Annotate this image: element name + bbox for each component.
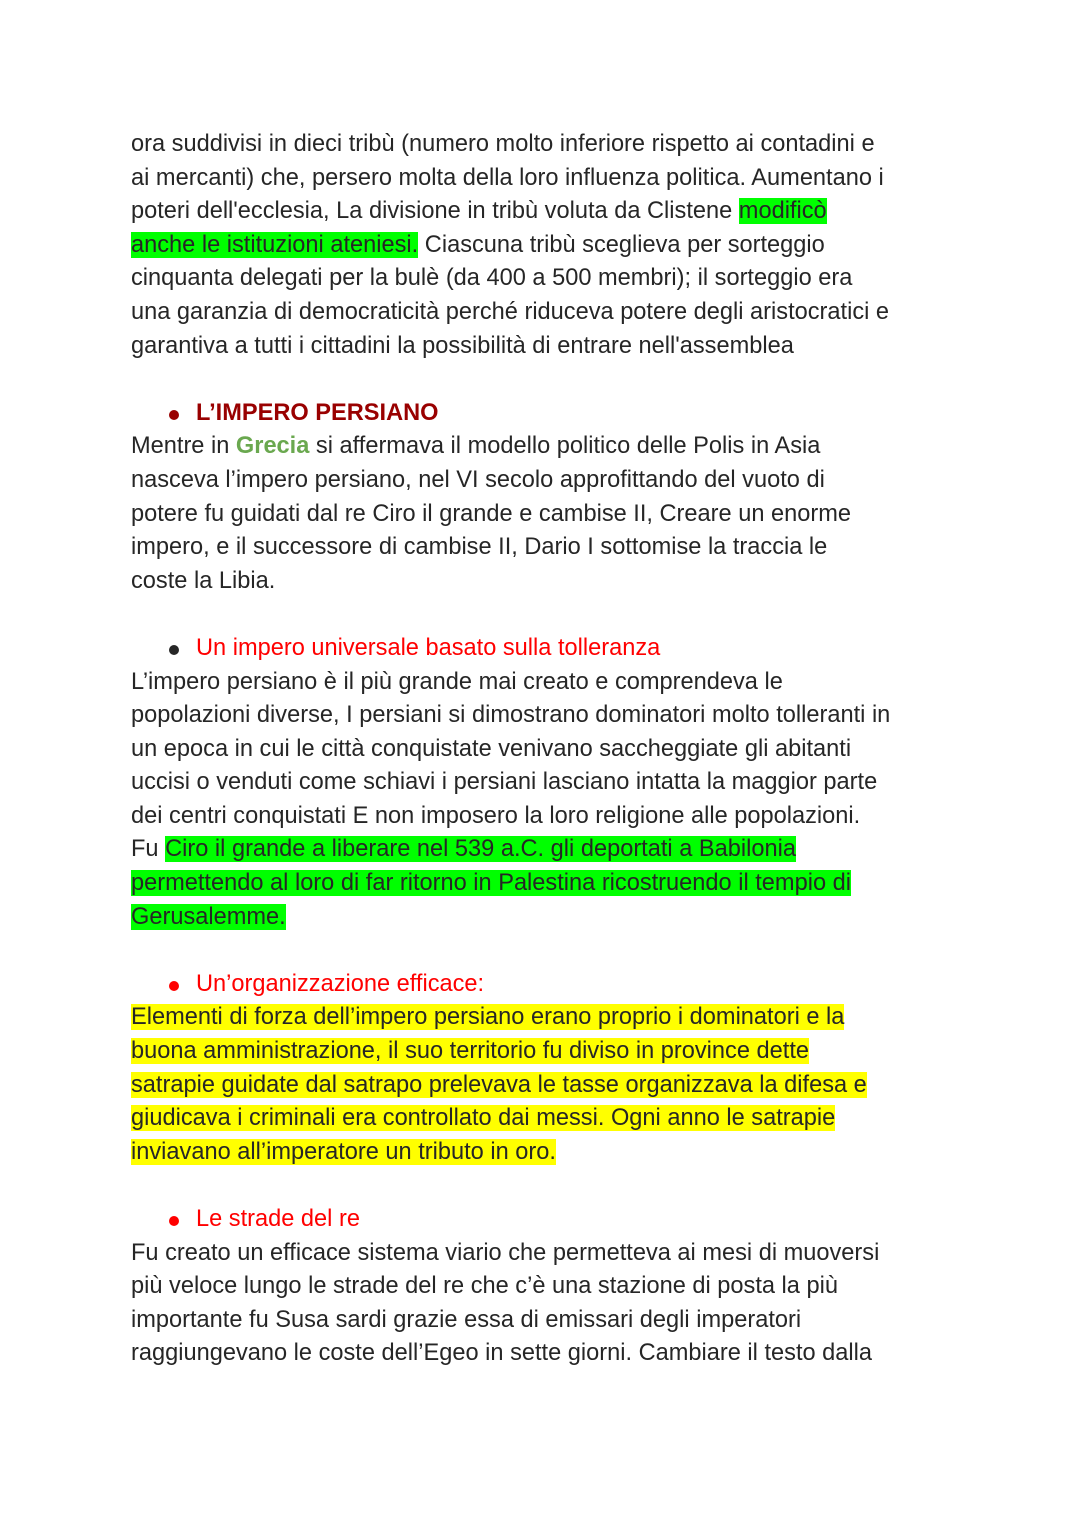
yellow-highlight: buona amministrazione, il suo territorio fu diviso in province dette	[131, 1038, 809, 1065]
text-line	[131, 901, 971, 935]
yellow-highlight: inviavano all’imperatore un tributo in oro.	[131, 1138, 556, 1165]
section-heading	[131, 397, 971, 431]
section-strade	[131, 1203, 971, 1371]
section-heading	[131, 1203, 971, 1237]
green-highlight: Ciro il grande a liberare nel 539 a.C. gli deportati a Babilonia	[165, 836, 796, 863]
yellow-highlight: Elementi di forza dell’impero persiano erano proprio i dominatori e la	[131, 1004, 845, 1031]
text-line	[131, 229, 971, 263]
text-line	[131, 867, 971, 901]
text-line	[131, 1069, 971, 1103]
text-span: si affermava il modello politico delle Polis in Asia	[309, 433, 821, 460]
yellow-highlight: giudicava i criminali era controllato dai messi. Ogni anno le satrapie	[131, 1105, 836, 1132]
text-line: ora suddivisi in dieci tribù (numero molto inferiore rispetto ai contadini e	[131, 131, 875, 157]
bullet-icon	[169, 410, 179, 420]
bullet-icon	[169, 981, 179, 991]
text-line: più veloce lungo le strade del re che c’è una stazione di posta la più	[131, 1273, 838, 1300]
bullet-icon	[169, 645, 179, 655]
heading-text: Le strade del re	[196, 1206, 360, 1232]
text-line: importante fu Susa sardi grazie essa di emissari degli imperatori	[131, 1306, 802, 1333]
green-highlight: permettendo al loro di far ritorno in Palestina ricostruendo il tempio di	[131, 870, 851, 897]
text-line: L’impero persiano è il più grande mai creato e comprendeva le	[131, 668, 783, 695]
text-line: dei centri conquistati E non imposero la loro religione alle popolazioni.	[131, 802, 861, 829]
text-line	[131, 430, 971, 464]
text-line	[131, 1035, 971, 1069]
text-span: Fu	[131, 836, 166, 863]
text-line: coste la Libia.	[131, 567, 276, 594]
green-highlight: anche le istituzioni ateniesi.	[131, 231, 419, 258]
text-line: impero, e il successore di cambise II, Dario I sottomise la traccia le	[131, 534, 828, 561]
text-line	[131, 1001, 971, 1035]
heading-text: L’IMPERO PERSIANO	[196, 399, 439, 426]
text-line: garantiva a tutti i cittadini la possibilità di entrare nell'assemblea	[131, 332, 794, 359]
green-highlight: Gerusalemme.	[131, 903, 286, 930]
text-line: Fu creato un efficace sistema viario che permetteva ai mesi di muoversi	[131, 1239, 880, 1266]
text-line: uccisi o venduti come schiavi i persiani lasciano intatta la maggior parte	[131, 769, 878, 796]
document-page	[131, 128, 971, 1371]
text-line: raggiungevano le coste dell’Egeo in sette giorni. Cambiare il testo dalla	[131, 1340, 873, 1367]
text-span: Mentre in	[131, 433, 236, 460]
text-line	[131, 1136, 971, 1170]
text-line	[131, 195, 971, 229]
section-impero-persiano	[131, 397, 971, 599]
section-tolleranza	[131, 632, 971, 934]
text-line: ai mercanti) che, persero molta della loro influenza politica. Aumentano i	[131, 164, 884, 191]
bullet-icon	[169, 1216, 179, 1226]
text-span: poteri dell'ecclesia, La divisione in tribù voluta da Clistene	[131, 198, 739, 225]
text-line: nasceva l’impero persiano, nel VI secolo approfittando del vuoto di	[131, 466, 825, 493]
section-heading	[131, 632, 971, 666]
text-span: Ciascuna tribù sceglieva per sorteggio	[418, 231, 825, 258]
yellow-highlight: satrapie guidate dal satrapo prelevava le tasse organizzava la difesa e	[131, 1071, 867, 1098]
section-organizzazione	[131, 968, 971, 1170]
green-highlight: modificò	[738, 198, 827, 225]
text-line: un epoca in cui le città conquistate venivano saccheggiate gli abitanti	[131, 735, 852, 762]
heading-text: Un impero universale basato sulla tolleranza	[196, 634, 661, 661]
intro-paragraph	[131, 128, 971, 363]
grecia-word: Grecia	[235, 433, 310, 460]
text-line: cinquanta delegati per la bulè (da 400 a 500 membri); il sorteggio era	[131, 265, 853, 292]
text-line	[131, 833, 971, 867]
text-line: potere fu guidati dal re Ciro il grande e cambise II, Creare un enorme	[131, 500, 851, 527]
text-line: una garanzia di democraticità perché riduceva potere degli aristocratici e	[131, 298, 890, 325]
section-heading	[131, 968, 971, 1002]
heading-text: Un’organizzazione efficace:	[196, 970, 485, 997]
text-line	[131, 1102, 971, 1136]
text-line: popolazioni diverse, I persiani si dimostrano dominatori molto tolleranti in	[131, 702, 891, 729]
